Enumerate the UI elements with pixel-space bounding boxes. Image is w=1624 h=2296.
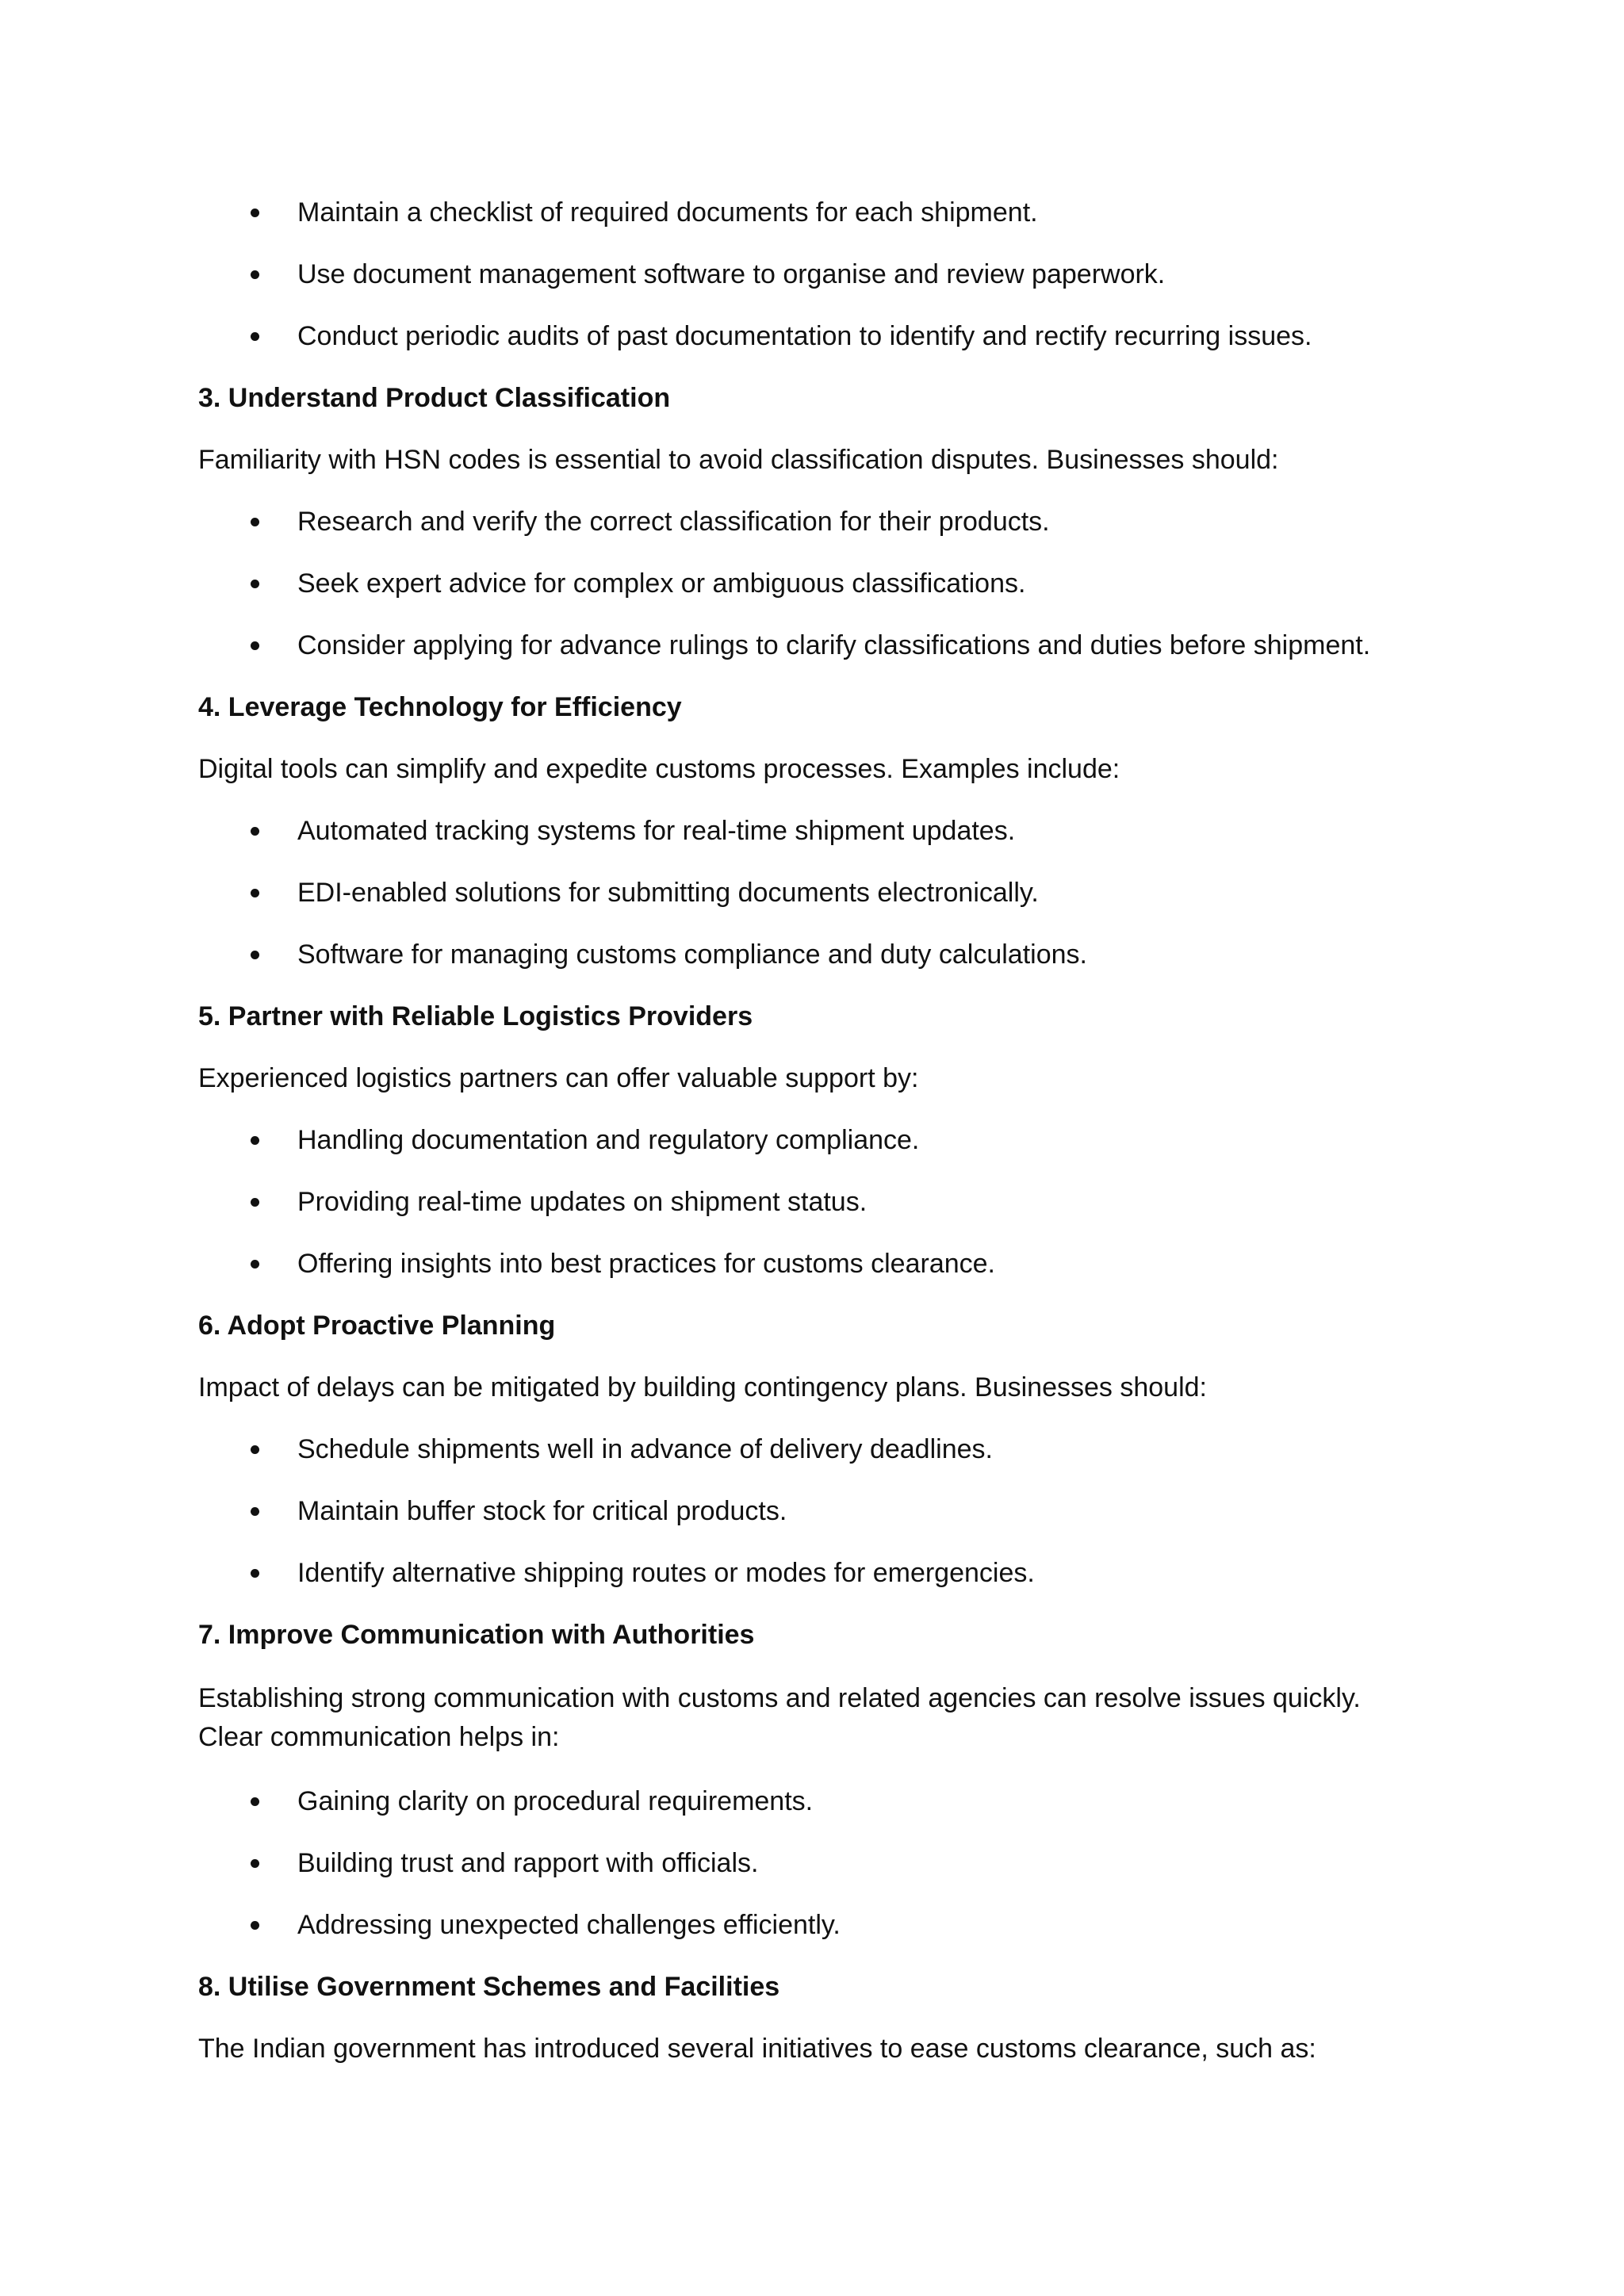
section-intro: The Indian government has introduced several initiatives to ease customs clearance, such as: xyxy=(198,2034,1316,2064)
bullet-list-communication xyxy=(198,1784,1434,1942)
section-intro xyxy=(198,1679,1434,1757)
list-item-text: Maintain a checklist of required documents for each shipment. xyxy=(297,197,1038,228)
section-heading: 8. Utilise Government Schemes and Facilities xyxy=(198,1972,780,2002)
bullet-icon xyxy=(251,1260,259,1269)
list-item-text: Seek expert advice for complex or ambiguous classifications. xyxy=(297,568,1026,599)
bullet-icon xyxy=(251,580,259,588)
list-item-text: Consider applying for advance rulings to clarify classifications and duties before shipment. xyxy=(297,630,1371,660)
bullet-icon xyxy=(251,641,259,650)
list-item xyxy=(198,1246,1434,1281)
list-item-text: Research and verify the correct classification for their products. xyxy=(297,507,1050,537)
list-item-text: Building trust and rapport with officials. xyxy=(297,1848,759,1878)
bullet-list-documentation xyxy=(198,195,1434,354)
list-item xyxy=(198,257,1434,292)
list-item xyxy=(198,1908,1434,1942)
bullet-list-planning xyxy=(198,1432,1434,1590)
bullet-icon xyxy=(251,209,259,217)
list-item xyxy=(198,1184,1434,1219)
list-item-text: Automated tracking systems for real-time shipment updates. xyxy=(297,816,1016,846)
list-item xyxy=(198,504,1434,539)
list-item-text: Schedule shipments well in advance of delivery deadlines. xyxy=(297,1434,993,1464)
bullet-list-logistics xyxy=(198,1123,1434,1281)
list-item xyxy=(198,566,1434,601)
list-item xyxy=(198,1123,1434,1158)
section-intro: Digital tools can simplify and expedite customs processes. Examples include: xyxy=(198,754,1120,784)
bullet-icon xyxy=(251,270,259,279)
list-item-text: Conduct periodic audits of past documentation to identify and rectify recurring issues. xyxy=(297,321,1312,351)
bullet-icon xyxy=(251,889,259,897)
bullet-icon xyxy=(251,1797,259,1806)
bullet-icon xyxy=(251,518,259,526)
bullet-icon xyxy=(251,1921,259,1930)
list-item-text: Gaining clarity on procedural requirements. xyxy=(297,1786,814,1816)
list-item-text: Addressing unexpected challenges efficiently. xyxy=(297,1910,841,1940)
list-item-text: Providing real-time updates on shipment status. xyxy=(297,1187,868,1217)
bullet-icon xyxy=(251,1198,259,1207)
list-item-text: Offering insights into best practices for customs clearance. xyxy=(297,1249,995,1279)
bullet-icon xyxy=(251,951,259,959)
section-intro: Experienced logistics partners can offer valuable support by: xyxy=(198,1063,919,1093)
list-item xyxy=(198,875,1434,910)
list-item-text: Handling documentation and regulatory compliance. xyxy=(297,1125,920,1155)
list-item-text: EDI-enabled solutions for submitting documents electronically. xyxy=(297,878,1039,908)
bullet-list-technology xyxy=(198,813,1434,972)
section-heading: 6. Adopt Proactive Planning xyxy=(198,1311,556,1341)
list-item xyxy=(198,1432,1434,1467)
list-item xyxy=(198,1494,1434,1529)
bullet-icon xyxy=(251,1445,259,1454)
section-heading: 4. Leverage Technology for Efficiency xyxy=(198,692,682,722)
list-item-text: Use document management software to organise and review paperwork. xyxy=(297,259,1166,289)
list-item-text: Maintain buffer stock for critical products. xyxy=(297,1496,787,1526)
bullet-icon xyxy=(251,1859,259,1868)
bullet-icon xyxy=(251,1136,259,1145)
section-heading: 7. Improve Communication with Authorities xyxy=(198,1620,755,1650)
bullet-icon xyxy=(251,1507,259,1516)
list-item-text: Identify alternative shipping routes or modes for emergencies. xyxy=(297,1558,1035,1588)
list-item xyxy=(198,813,1434,848)
bullet-icon xyxy=(251,332,259,341)
section-heading: 5. Partner with Reliable Logistics Providers xyxy=(198,1001,753,1031)
list-item xyxy=(198,1846,1434,1881)
list-item xyxy=(198,195,1434,230)
list-item xyxy=(198,1784,1434,1819)
section-heading: 3. Understand Product Classification xyxy=(198,383,671,413)
list-item xyxy=(198,937,1434,972)
bullet-list-classification xyxy=(198,504,1434,663)
section-intro-line: Clear communication helps in: xyxy=(198,1722,560,1752)
section-intro: Familiarity with HSN codes is essential to avoid classification disputes. Businesses should: xyxy=(198,445,1279,475)
section-intro: Impact of delays can be mitigated by building contingency plans. Businesses should: xyxy=(198,1372,1207,1402)
bullet-icon xyxy=(251,1569,259,1578)
section-intro-line: Establishing strong communication with customs and related agencies can resolve issues quickly. xyxy=(198,1683,1361,1713)
list-item xyxy=(198,319,1434,354)
list-item xyxy=(198,1556,1434,1590)
list-item xyxy=(198,628,1434,663)
bullet-icon xyxy=(251,827,259,836)
list-item-text: Software for managing customs compliance and duty calculations. xyxy=(297,939,1087,970)
